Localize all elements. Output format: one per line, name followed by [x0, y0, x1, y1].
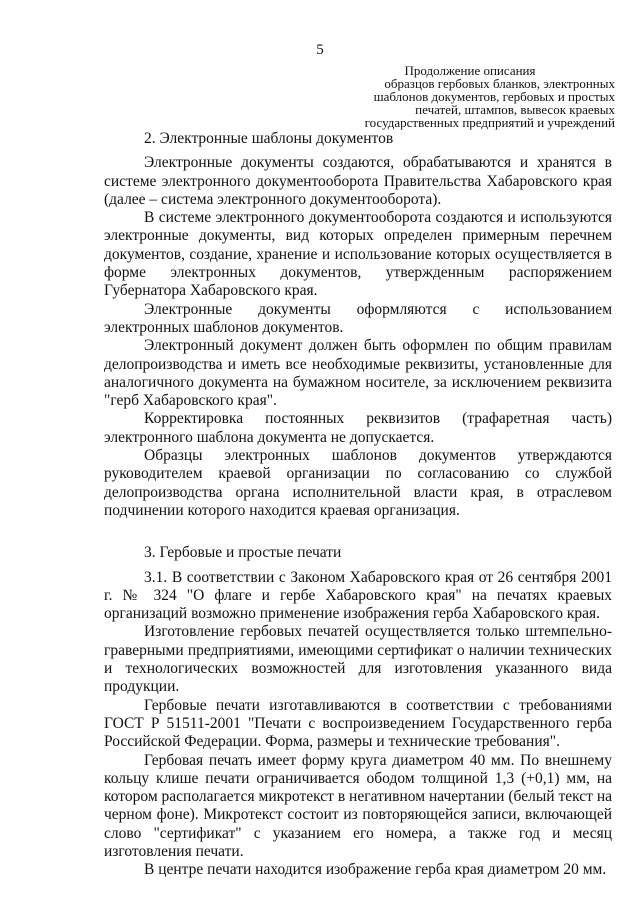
paragraph: В системе электронного документооборота создаются и используются электронные документы, вид которых определен примерным перечнем документов, создание, хранение и использование которых осуществляется в форме электронных документов, утвержденным распоряжением Губернатора Хабаровского края.	[104, 209, 612, 300]
paragraph: Гербовая печать имеет форму круга диаметром 40 мм. По внешнему кольцу клише печати ограничивается ободом толщиной 1,3 (+0,1) мм, на котором располагается микротекст в негативном начертании (белый текст на черном фоне). Микротекст состоит из повторяющейся записи, включающей слово "сертификат" с указанием его номера, а также год и месяц изготовления печати.	[104, 751, 612, 860]
paragraph: Корректировка постоянных реквизитов (трафаретная часть) электронного шаблона документа не допускается.	[104, 410, 612, 446]
section-heading: 2. Электронные шаблоны документов	[144, 130, 394, 147]
paragraph: В центре печати находится изображение герба края диаметром 20 мм.	[144, 861, 607, 879]
page-number: 5	[316, 42, 324, 58]
paragraph: Электронные документы оформляются с использованием электронных шаблонов документов.	[104, 300, 612, 336]
paragraph: Образцы электронных шаблонов документов утверждаются руководителем краевой организации по согласованию со службой делопроизводства органа исполнительной власти края, в отраслевом подчинении которого находится краевая организация.	[104, 447, 612, 519]
paragraph: Электронный документ должен быть оформлен по общим правилам делопроизводства и иметь все необходимые реквизиты, установленные для аналогичного документа на бумажном носителе, за исключением реквизита "герб Хабаровского края".	[104, 337, 612, 410]
paragraph: Электронные документы создаются, обрабатываются и хранятся в системе электронного документооборота Правительства Хабаровского края (далее – система электронного документооборота).	[104, 154, 612, 208]
header-line: государственных предприятий и учреждений	[364, 115, 615, 130]
header-line: Продолжение описания	[404, 63, 536, 78]
document-header	[285, 64, 615, 129]
section-heading: 3. Гербовые и простые печати	[144, 544, 342, 562]
header-line: печатей, штампов, вывесок краевых	[415, 102, 615, 117]
header-line: образцов гербовых бланков, электронных	[384, 76, 615, 91]
section-gap	[104, 520, 612, 540]
paragraph: Изготовление гербовых печатей осуществляется только штемпельно-граверными предприятиями, имеющими сертификат о наличии технических и технологических возможностей для изготовления указанного вида продукции.	[104, 623, 612, 696]
paragraph: 3.1. В соответствии с Законом Хабаровского края от 26 сентября 2001 г. № 324 "О флаге и гербе Хабаровского края" на печатях краевых организаций возможно применение изображения герба Хабаровского края.	[104, 568, 612, 623]
document-body	[104, 126, 612, 880]
paragraph: Гербовые печати изготавливаются в соответствии с требованиями ГОСТ Р 51511-2001 "Печати с воспроизведением Государственного герба Российской Федерации. Форма, размеры и технические требования".	[104, 696, 612, 751]
header-line: шаблонов документов, гербовых и простых	[373, 89, 615, 104]
